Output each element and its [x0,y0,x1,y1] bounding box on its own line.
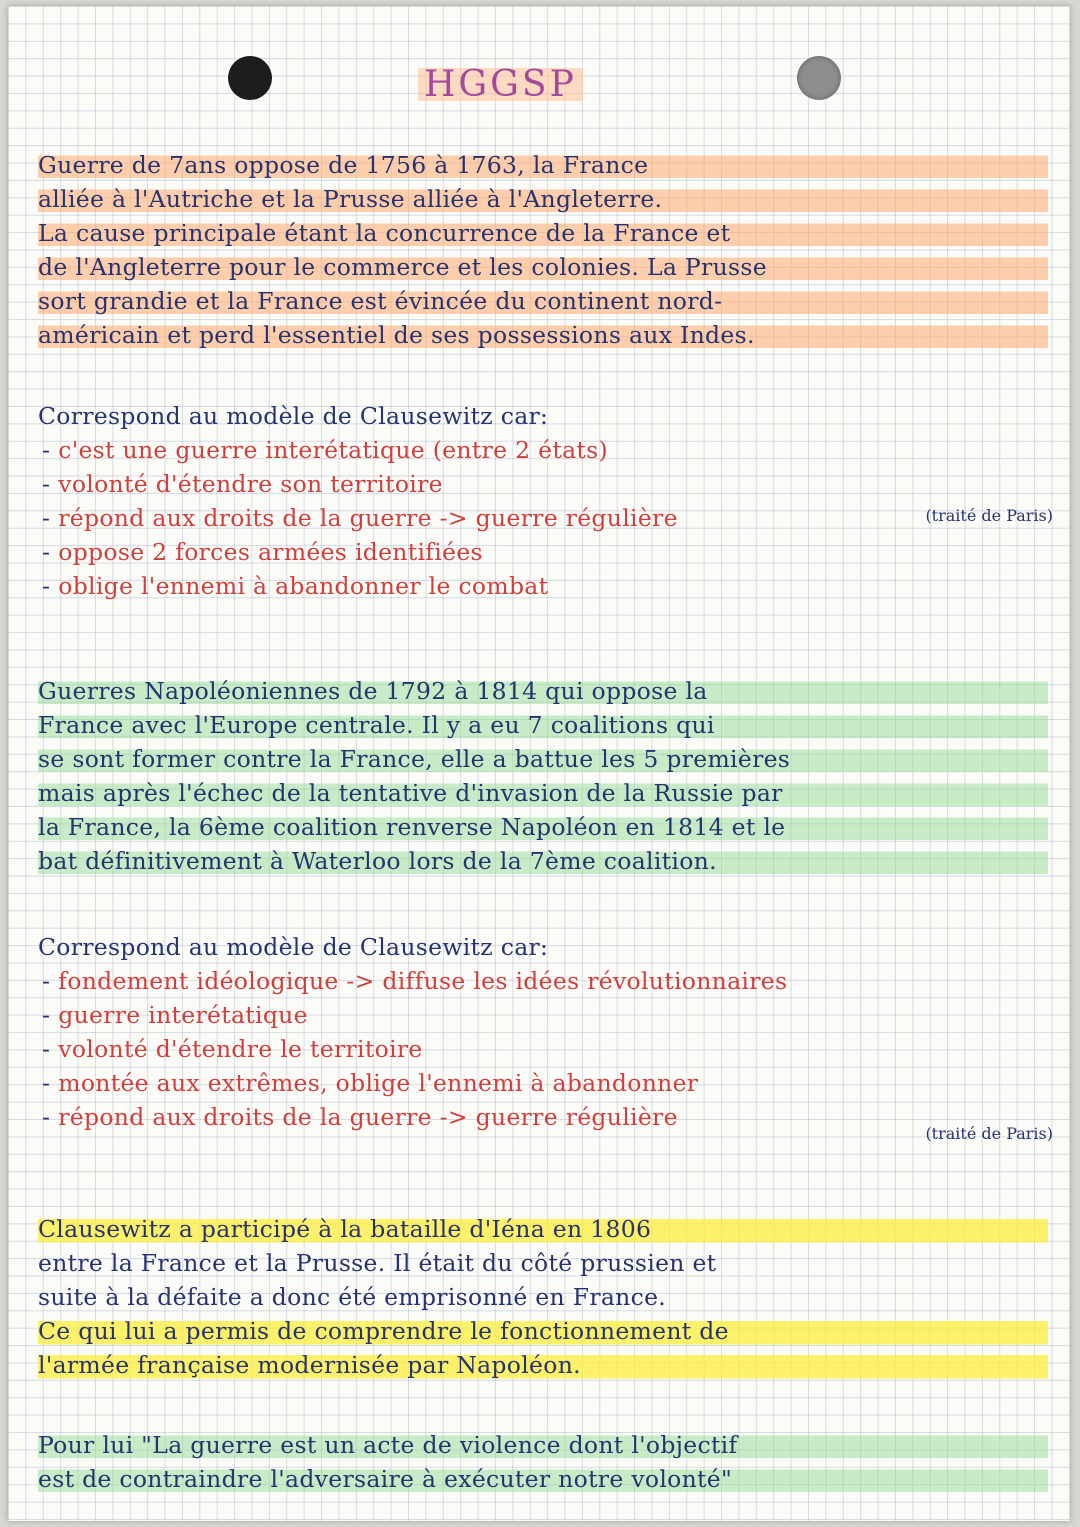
binder-hole-right [797,56,841,100]
text-line: bat définitivement à Waterloo lors de la 7ème coalition. [38,844,1048,878]
binder-hole-left [228,56,272,100]
side-note: (traité de Paris) [925,506,1053,525]
list-item-text: répond aux droits de la guerre -> guerre régulière [58,1103,678,1131]
text-line: mais après l'échec de la tentative d'invasion de la Russie par [38,776,1048,810]
text-line: Guerre de 7ans oppose de 1756 à 1763, la France [38,148,1048,182]
list-intro: Correspond au modèle de Clausewitz car: [38,402,549,430]
list-item: - c'est une guerre interétatique (entre 2 états) [42,436,608,464]
text-line: suite à la défaite a donc été emprisonné en France. [38,1283,667,1311]
list-item: - répond aux droits de la guerre -> guerre régulière [42,1103,678,1131]
list-item: - montée aux extrêmes, oblige l'ennemi à abandonner [42,1069,699,1097]
list-item-text: guerre interétatique [58,1001,308,1029]
list-item-text: répond aux droits de la guerre -> guerre régulière [58,504,678,532]
notebook-page [8,6,1070,1521]
list-item-text: volonté d'étendre le territoire [58,1035,423,1063]
clausewitz-quote [38,1428,1048,1496]
napoleonic-wars-clausewitz-list [38,930,1048,1134]
list-item: - volonté d'étendre le territoire [42,1035,423,1063]
list-item: - volonté d'étendre son territoire [42,470,443,498]
list-item-text: montée aux extrêmes, oblige l'ennemi à abandonner [58,1069,699,1097]
clausewitz-paragraph [38,1212,1048,1382]
list-item: - oblige l'ennemi à abandonner le combat [42,572,549,600]
list-item-text: volonté d'étendre son territoire [58,470,443,498]
text-line: France avec l'Europe centrale. Il y a eu 7 coalitions qui [38,708,1048,742]
text-line: Clausewitz a participé à la bataille d'Iéna en 1806 [38,1212,1048,1246]
list-item-text: fondement idéologique -> diffuse les idées révolutionnaires [58,967,788,995]
text-line: sort grandie et la France est évincée du continent nord- [38,284,1048,318]
text-line: américain et perd l'essentiel de ses possessions aux Indes. [38,318,1048,352]
text-line: de l'Angleterre pour le commerce et les colonies. La Prusse [38,250,1048,284]
text-line: la France, la 6ème coalition renverse Napoléon en 1814 et le [38,810,1048,844]
text-line: alliée à l'Autriche et la Prusse alliée à l'Angleterre. [38,182,1048,216]
quote-line: est de contraindre l'adversaire à exécuter notre volonté" [38,1462,1048,1496]
text-line: se sont former contre la France, elle a battue les 5 premières [38,742,1048,776]
side-note: (traité de Paris) [925,1124,1053,1143]
seven-years-war-paragraph [38,148,1048,352]
napoleonic-wars-paragraph [38,674,1048,878]
page-title: HGGSP [418,64,583,105]
seven-years-war-clausewitz-list [38,399,1048,603]
text-line: entre la France et la Prusse. Il était du côté prussien et [38,1249,717,1277]
list-item-text: c'est une guerre interétatique (entre 2 états) [58,436,608,464]
list-item: - oppose 2 forces armées identifiées [42,538,483,566]
list-item: - fondement idéologique -> diffuse les idées révolutionnaires [42,967,788,995]
text-line: l'armée française modernisée par Napoléon. [38,1348,1048,1382]
text-line: La cause principale étant la concurrence de la France et [38,216,1048,250]
list-item-text: oppose 2 forces armées identifiées [58,538,483,566]
list-item: - guerre interétatique [42,1001,308,1029]
text-line: Ce qui lui a permis de comprendre le fonctionnement de [38,1314,1048,1348]
list-intro: Correspond au modèle de Clausewitz car: [38,933,549,961]
text-line: Guerres Napoléoniennes de 1792 à 1814 qui oppose la [38,674,1048,708]
list-item-text: oblige l'ennemi à abandonner le combat [58,572,549,600]
list-item: - répond aux droits de la guerre -> guerre régulière [42,504,678,532]
quote-line: Pour lui "La guerre est un acte de violence dont l'objectif [38,1428,1048,1462]
